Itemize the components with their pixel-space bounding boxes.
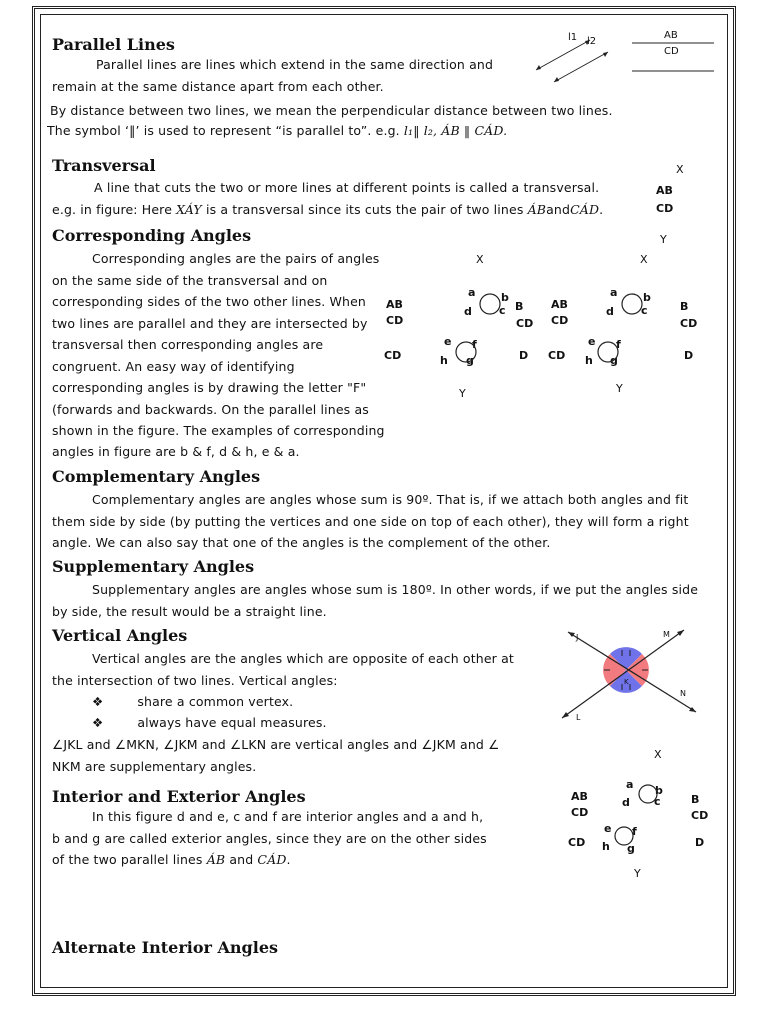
fig-left-f: f <box>472 338 477 351</box>
fig-left-cd3: CD <box>516 317 534 330</box>
fig-left-dd: d <box>464 305 472 318</box>
fig-right-cd: CD <box>551 314 569 327</box>
interior-fig-dd: d <box>622 796 630 809</box>
bullet-icon: ❖ <box>92 715 104 730</box>
parallel-text-1: Parallel lines are lines which extend in the same direction and <box>96 57 494 72</box>
transversal-text-2: e.g. in figure: Here XÁY is a transversal since its cuts the pair of two lines ÁBandCÁD. <box>52 202 604 217</box>
heading-interior-exterior-angles: Interior and Exterior Angles <box>52 787 306 806</box>
fig-left-e: e <box>444 335 452 348</box>
fig-left-b: B <box>515 300 524 313</box>
interior-fig-cd2: CD <box>568 836 586 849</box>
transversal-label-cd: CD <box>656 202 674 215</box>
fig-right-bb: b <box>643 291 651 304</box>
heading-transversal: Transversal <box>52 156 156 175</box>
corresponding-text-10: angles in figure are b & f, d & h, e & a. <box>52 444 300 459</box>
fig-right-d: D <box>684 349 694 362</box>
complementary-text-1: Complementary angles are angles whose sum is 90º. That is, if we attach both angles and fit <box>92 492 689 507</box>
parallel-text-4: The symbol ‘‖’ is used to represent “is parallel to”. e.g. l₁‖ l₂, ÁB ‖ CÁD. <box>47 123 508 138</box>
vertical-text-1: Vertical angles are the angles which are opposite of each other at <box>92 651 514 666</box>
fig-right-h: h <box>585 354 593 367</box>
interior-text-1: In this figure d and e, c and f are interior angles and a and h, <box>92 809 484 824</box>
interior-fig-cd: CD <box>571 806 589 819</box>
fig-right-a: a <box>610 286 618 299</box>
fig-left-x: X <box>476 253 484 266</box>
interior-fig-a: a <box>626 778 634 791</box>
fig-right-dd: d <box>606 305 614 318</box>
fig-left-ab: AB <box>386 298 403 311</box>
transversal-label-x: X <box>676 163 684 176</box>
corresponding-text-2: on the same side of the transversal and on <box>52 273 328 288</box>
interior-text-3: of the two parallel lines ÁB and CÁD. <box>52 852 291 867</box>
interior-fig-cd3: CD <box>691 809 709 822</box>
bullet-icon: ❖ <box>92 694 104 709</box>
fig-left-bb: b <box>501 291 509 304</box>
vertical-label-n: N <box>680 689 686 698</box>
fig-right-cd2: CD <box>548 349 566 362</box>
interior-fig-bb: b <box>655 784 663 797</box>
vertical-text-2: the intersection of two lines. Vertical angles: <box>52 673 338 688</box>
corresponding-text-9: shown in the figure. The examples of corresponding <box>52 423 385 438</box>
interior-fig-ab: AB <box>571 790 588 803</box>
heading-vertical-angles: Vertical Angles <box>52 626 188 645</box>
interior-fig-b: B <box>691 793 700 806</box>
interior-fig-c: c <box>654 795 661 808</box>
interior-fig-h: h <box>602 840 610 853</box>
interior-fig-e: e <box>604 822 612 835</box>
vertical-text-4: NKM are supplementary angles. <box>52 759 257 774</box>
vertical-label-k: K <box>624 678 629 686</box>
fig-left-d: D <box>519 349 529 362</box>
fig-right-b: B <box>680 300 689 313</box>
fig-right-ab: AB <box>551 298 568 311</box>
fig-right-g: g <box>610 354 618 367</box>
corresponding-text-4: two lines are parallel and they are intersected by <box>52 316 368 331</box>
label-cd: CD <box>664 46 679 57</box>
fig-right-cd3: CD <box>680 317 698 330</box>
heading-corresponding-angles: Corresponding Angles <box>52 226 252 245</box>
parallel-text-3: By distance between two lines, we mean the perpendicular distance between two lines. <box>50 103 613 118</box>
transversal-label-ab: AB <box>656 184 673 197</box>
fig-left-a: a <box>468 286 476 299</box>
fig-right-arcs <box>588 284 652 374</box>
corresponding-text-1: Corresponding angles are the pairs of angles <box>92 251 380 266</box>
transversal-text-1: A line that cuts the two or more lines at different points is called a transversal. <box>94 180 600 195</box>
label-l2: l2 <box>587 36 597 47</box>
fig-right-f: f <box>616 338 621 351</box>
corresponding-text-8: (forwards and backwards. On the parallel lines as <box>52 402 369 417</box>
fig-right-c: c <box>641 304 648 317</box>
supplementary-text-1: Supplementary angles are angles whose sum is 180º. In other words, if we put the angles side <box>92 582 699 597</box>
fig-left-g: g <box>466 354 474 367</box>
fig-left-h: h <box>440 354 448 367</box>
label-l1: l1 <box>568 32 578 43</box>
vertical-bullet-2: ❖ always have equal measures. <box>92 715 327 730</box>
interior-fig-f: f <box>632 825 637 838</box>
corresponding-text-6: congruent. An easy way of identifying <box>52 359 295 374</box>
vertical-label-l: L <box>576 713 581 722</box>
interior-text-2: b and g are called exterior angles, since they are on the other sides <box>52 831 487 846</box>
interior-fig-d: D <box>695 836 705 849</box>
corresponding-text-5: transversal then corresponding angles are <box>52 337 324 352</box>
corresponding-text-3: corresponding sides of the two other lines. When <box>52 294 366 309</box>
parallel-lines-figure <box>530 30 630 90</box>
parallel-text-2: remain at the same distance apart from each other. <box>52 79 384 94</box>
supplementary-text-2: by side, the result would be a straight line. <box>52 604 327 619</box>
fig-left-arcs <box>446 284 510 374</box>
vertical-text-3: ∠JKL and ∠MKN, ∠JKM and ∠LKN are vertical angles and ∠JKM and ∠ <box>52 737 500 752</box>
complementary-text-3: angle. We can also say that one of the angles is the complement of the other. <box>52 535 551 550</box>
fig-left-cd2: CD <box>384 349 402 362</box>
heading-complementary-angles: Complementary Angles <box>52 467 261 486</box>
interior-fig-arcs <box>604 776 668 860</box>
vertical-bullet-1: ❖ share a common vertex. <box>92 694 294 709</box>
interior-fig-g: g <box>627 842 635 855</box>
vertical-label-m: M <box>663 630 670 639</box>
interior-fig-x: X <box>654 748 662 761</box>
fig-left-y: Y <box>459 387 466 400</box>
label-ab: AB <box>664 30 678 41</box>
transversal-label-y: Y <box>660 233 667 246</box>
fig-right-x: X <box>640 253 648 266</box>
vertical-label-j: J <box>576 633 579 642</box>
corresponding-text-7: corresponding angles is by drawing the letter "F" <box>52 380 367 395</box>
heading-supplementary-angles: Supplementary Angles <box>52 557 255 576</box>
fig-right-e: e <box>588 335 596 348</box>
fig-left-cd: CD <box>386 314 404 327</box>
heading-parallel-lines: Parallel Lines <box>52 35 175 54</box>
complementary-text-2: them side by side (by putting the vertices and one side on top of each other), they will form a right <box>52 514 689 529</box>
heading-alternate-interior-angles: Alternate Interior Angles <box>52 938 278 957</box>
fig-right-y: Y <box>616 382 623 395</box>
fig-left-c: c <box>499 304 506 317</box>
interior-fig-y: Y <box>634 867 641 880</box>
